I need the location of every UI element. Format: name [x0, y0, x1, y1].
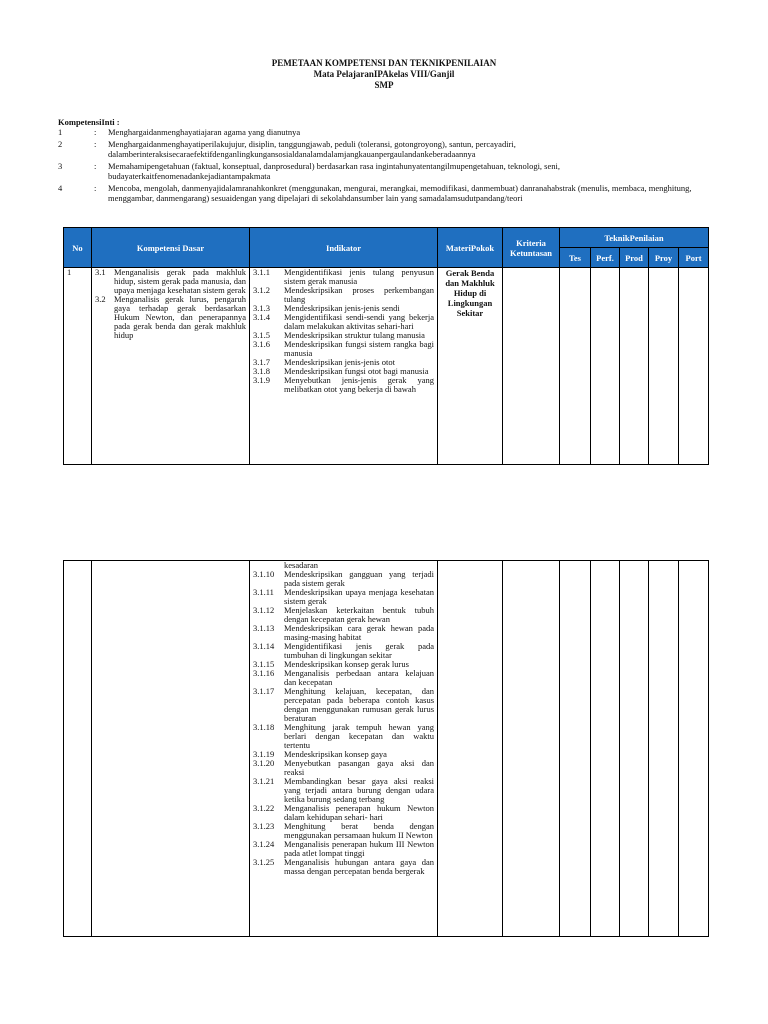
ki-text: Mencoba, mengolah, danmenyajidalamranahkonkret (menggunakan, mengurai, merangkai, memodifikasi, danmembuat) danranahabstrak (menulis, membaca, menghitung, menggambar, danmengarang) sesuaidengan yang dipelajari di sekolahdansumber lain yang samadalamsudutpandang/teori: [108, 183, 692, 203]
header-indikator: Indikator: [250, 228, 438, 268]
indikator-text: Menghitung jarak tempuh hewan yang berlari dengan kecepatan dan waktu tertentu: [284, 722, 434, 750]
kd-number: 3.2: [95, 294, 106, 304]
indikator-item: [253, 777, 434, 804]
indikator-text: Mendeskripsikan upaya menjaga kesehatan sistem gerak: [284, 587, 434, 606]
kompetensi-inti-item: [58, 139, 708, 159]
indikator-text: Membandingkan besar gaya aksi reaksi yang terjadi antara burung dengan udara ketika burung sedang terbang: [284, 776, 434, 804]
indikator-item: [253, 624, 434, 642]
ki-text: Menghargaidanmenghayatiajaran agama yang dianutnya: [108, 127, 301, 137]
indikator-item: [253, 313, 434, 331]
indikator-text: Menganalisis penerapan hukum III Newton pada atlet lompat tinggi: [284, 839, 434, 858]
indikator-number: 3.1.25: [253, 857, 275, 867]
perf-cell: [591, 268, 620, 465]
indikator-text: Mendeskripsikan cara gerak hewan pada masing-masing habitat: [284, 623, 434, 642]
perf-cell: [591, 561, 620, 937]
indikator-item: [253, 687, 434, 723]
prod-cell: [620, 268, 649, 465]
competency-table: [63, 227, 709, 465]
indikator-text: Mendeskripsikan proses perkembangan tulang: [284, 285, 434, 304]
kompetensi-inti-item: [58, 183, 708, 203]
ki-text: Menghargaidanmenghayatiperilakujujur, disiplin, tanggungjawab, peduli (toleransi, gotongroyong), santun, percayadiri, dalamberinteraksisecaraefektifdenganlingkungansosialdanalamdalamjangkauanpergaulandankeberadaannya: [108, 139, 516, 159]
indikator-text: Mendeskripsikan jenis-jenis sendi: [284, 303, 400, 313]
indikator-item: [253, 669, 434, 687]
indikator-text: Mendeskripsikan fungsi otot bagi manusia: [284, 366, 429, 376]
table-row: [64, 561, 709, 937]
row-number: 1: [67, 267, 72, 277]
indikator-text: Mendeskripsikan gangguan yang terjadi pada sistem gerak: [284, 569, 434, 588]
indikator-text: Mengidentifikasi jenis tulang penyusun sistem gerak manusia: [284, 268, 434, 286]
no-cell: [64, 561, 92, 937]
proy-cell: [649, 561, 679, 937]
ki-text: Memahamipengetahuan (faktual, konseptual, danprosedural) berdasarkan rasa ingintahunyatentangilmupengetahuan, teknologi, seni, budayaterkaitfenomenadankejadiantampakmata: [108, 161, 561, 181]
tes-cell: [560, 561, 591, 937]
materi-cell: [438, 561, 503, 937]
indikator-text: Menganalisis hubungan antara gaya dan massa dengan percepatan benda bergerak: [284, 857, 434, 876]
indikator-item: [253, 268, 434, 286]
kd-list: [92, 268, 249, 340]
table-row: [64, 268, 709, 465]
indikator-number: 3.1.4: [253, 312, 270, 322]
kd-text: Menganalisis gerak pada makhluk hidup, sistem gerak pada manusia, dan upaya menjaga kesehatan sistem gerak: [114, 267, 246, 295]
ki-colon: :: [94, 139, 97, 149]
indikator-number: 3.1.20: [253, 758, 275, 768]
ki-colon: :: [94, 161, 97, 171]
indikator-number: 3.1.10: [253, 569, 275, 579]
indikator-number: 3.1.21: [253, 776, 275, 786]
ki-colon: :: [94, 183, 97, 193]
indikator-number: 3.1.14: [253, 641, 275, 651]
indikator-list: [250, 268, 437, 464]
kd-item: [95, 268, 246, 295]
indikator-text: Mendeskripsikan konsep gerak lurus: [284, 659, 409, 669]
indikator-text: Menyebutkan jenis-jenis gerak yang melibatkan otot yang bekerja di bawah: [284, 375, 434, 394]
kriteria-cell: [503, 268, 560, 465]
indikator-text: Mendeskripsikan konsep gaya: [284, 749, 387, 759]
indikator-number: 3.1.5: [253, 330, 270, 340]
header-kompetensi-dasar: Kompetensi Dasar: [92, 228, 250, 268]
kriteria-cell: [503, 561, 560, 937]
indikator-item: [253, 759, 434, 777]
indikator-text: Mendeskripsikan struktur tulang manusia: [284, 330, 425, 340]
header-no: No: [64, 228, 92, 268]
indikator-item: [253, 376, 434, 394]
kd-number: 3.1: [95, 267, 106, 277]
prod-cell: [620, 561, 649, 937]
kompetensi-inti-list: [58, 127, 708, 205]
ki-colon: :: [94, 127, 97, 137]
tes-cell: [560, 268, 591, 465]
kompetensi-inti-item: [58, 161, 708, 181]
indikator-item: [253, 606, 434, 624]
indikator-number: 3.1.3: [253, 303, 270, 313]
indikator-item: [253, 588, 434, 606]
port-cell: [679, 268, 709, 465]
indikator-text: Mengidentifikasi jenis gerak pada tumbuhan di lingkungan sekitar: [284, 641, 434, 660]
ki-number: 2: [58, 139, 63, 149]
indikator-item: [253, 858, 434, 876]
indikator-number: 3.1.15: [253, 659, 275, 669]
document-subtitle: Mata PelajaranIPAkelas VIII/Ganjil: [313, 69, 455, 79]
kd-item: [95, 295, 246, 340]
indikator-text: Menghitung berat benda dengan menggunakan persamaan hukum II Newton: [284, 821, 434, 840]
indikator-number: 3.1.17: [253, 686, 275, 696]
kompetensi-inti-item: [58, 127, 708, 137]
indikator-text: Menghitung kelajuan, kecepatan, dan percepatan pada beberapa contoh kasus dengan menggunakan rumusan gerak lurus beraturan: [284, 686, 434, 723]
indikator-text: Menganalisis penerapan hukum Newton dalam kehidupan sehari- hari: [284, 803, 434, 822]
indikator-item: [253, 340, 434, 358]
indikator-number: 3.1.2: [253, 285, 270, 295]
header-port: Port: [679, 248, 709, 268]
indikator-number: 3.1.6: [253, 339, 270, 349]
document-header: [0, 58, 768, 91]
ki-number: 1: [58, 127, 63, 137]
indikator-number: 3.1.13: [253, 623, 275, 633]
indikator-list: [250, 561, 437, 936]
indikator-item: [253, 840, 434, 858]
header-kriteria-ketuntasan: Kriteria Ketuntasan: [503, 228, 560, 268]
header-proy: Proy: [649, 248, 679, 268]
kd-text: Menganalisis gerak lurus, pengaruh gaya terhadap gerak berdasarkan Hukum Newton, dan penerapannya pada gerak benda dan gerak makhluk hidup: [114, 294, 246, 340]
indikator-text: Mendeskripsikan fungsi sistem rangka bagi manusia: [284, 339, 434, 358]
kompetensi-inti-title: KompetensiInti :: [58, 117, 120, 127]
indikator-item: [253, 822, 434, 840]
indikator-number: 3.1.18: [253, 722, 275, 732]
indikator-item: [253, 723, 434, 750]
header-teknik-penilaian: TeknikPenilaian: [560, 228, 709, 248]
ki-number: 4: [58, 183, 63, 193]
header-materi-pokok: MateriPokok: [438, 228, 503, 268]
indikator-number: 3.1.16: [253, 668, 275, 678]
header-prod: Prod: [620, 248, 649, 268]
school-level: SMP: [374, 80, 394, 90]
indikator-number: 3.1.12: [253, 605, 275, 615]
document-title: PEMETAAN KOMPETENSI DAN TEKNIKPENILAIAN: [271, 58, 497, 68]
indikator-number: 3.1.24: [253, 839, 275, 849]
indikator-text: Menjelaskan keterkaitan bentuk tubuh dengan kecepatan gerak hewan: [284, 605, 434, 624]
indikator-item: [253, 642, 434, 660]
proy-cell: [649, 268, 679, 465]
port-cell: [679, 561, 709, 937]
indikator-number: 3.1.8: [253, 366, 270, 376]
indikator-item: [253, 286, 434, 304]
indikator-number: 3.1.7: [253, 357, 270, 367]
indikator-text: Menganalisis perbedaan antara kelajuan dan kecepatan: [284, 668, 434, 687]
header-tes: Tes: [560, 248, 591, 268]
indikator-number: 3.1.22: [253, 803, 275, 813]
indikator-number: 3.1.11: [253, 587, 274, 597]
materi-pokok: Gerak Benda dan Makhluk Hidup di Lingkungan Sekitar: [445, 268, 495, 318]
indikator-number: 3.1.9: [253, 375, 270, 385]
indikator-text: Mengidentifikasi sendi-sendi yang bekerja dalam melakukan aktivitas sehari-hari: [284, 312, 434, 331]
indikator-text: kesadaran: [284, 561, 318, 570]
ki-number: 3: [58, 161, 63, 171]
header-perf: Perf.: [591, 248, 620, 268]
indikator-item: [253, 570, 434, 588]
indikator-item: [253, 804, 434, 822]
indikator-text: Menyebutkan pasangan gaya aksi dan reaksi: [284, 758, 434, 777]
indikator-number: 3.1.23: [253, 821, 275, 831]
indikator-number: 3.1.1: [253, 268, 270, 277]
indikator-number: 3.1.19: [253, 749, 275, 759]
kd-cell: [92, 561, 250, 937]
competency-table-continued: [63, 560, 709, 937]
indikator-text: Mendeskripsikan jenis-jenis otot: [284, 357, 395, 367]
